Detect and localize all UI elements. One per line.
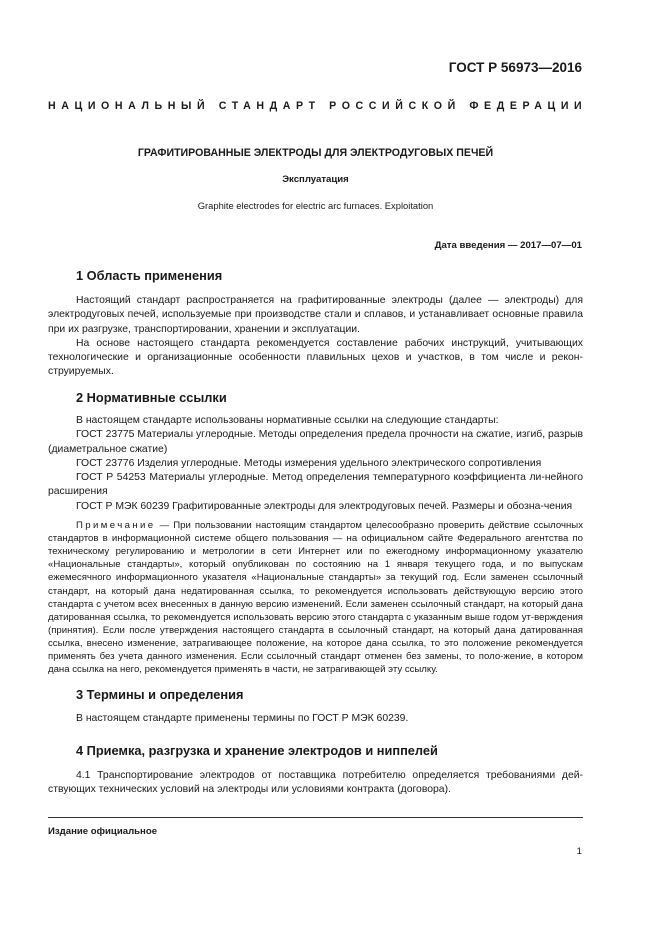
paragraph: В настоящем стандарте применены термины по ГОСТ Р МЭК 60239.: [76, 713, 409, 724]
note-label: Примечание: [76, 520, 156, 532]
standard-code: ГОСТ Р 56973—2016: [448, 60, 582, 75]
note: [48, 519, 583, 676]
document-english-title: Graphite electrodes for electric arc furnaces. Exploitation: [197, 200, 434, 211]
edition-label: Издание официальное: [48, 826, 158, 837]
section-heading: 4 Приемка, разгрузка и хранение электродов и ниппелей: [76, 743, 438, 758]
section-body: [48, 712, 583, 726]
reference-item: ГОСТ 23775 Материалы углеродные. Методы определения предела прочности на сжатие, изгиб, разрыв (диаметральное сжатие): [48, 429, 583, 455]
document-title: ГРАФИТИРОВАННЫЕ ЭЛЕКТРОДЫ ДЛЯ ЭЛЕКТРОДУГОВЫХ ПЕЧЕЙ: [137, 147, 494, 159]
section-body: [48, 294, 583, 380]
reference-item: ГОСТ Р 54253 Материалы углеродные. Метод определения температурного коэффициента ли-нейного расширения: [48, 472, 583, 498]
national-banner: НАЦИОНАЛЬНЫЙ СТАНДАРТ РОССИЙСКОЙ ФЕДЕРАЦИИ: [48, 100, 588, 112]
section-heading: 1 Область применения: [76, 268, 223, 283]
section-body: [48, 769, 583, 798]
footer-divider: [48, 817, 583, 818]
paragraph: На основе настоящего стандарта рекомендуется составление рабочих инструкций, учитывающих технологические и организационные особенности плавильных цехов и участков, в том числе и рекон-струируемых.: [48, 337, 583, 378]
reference-item: ГОСТ Р МЭК 60239 Графитированные электроды для электродуговых печей. Размеры и обозна-чения: [76, 500, 573, 512]
paragraph: 4.1 Транспортирование электродов от поставщика потребителю определяется требованиями дей-ствующих технических условий на электроды или условиями контракта (договора).: [48, 770, 583, 796]
section-heading: 3 Термины и определения: [76, 687, 244, 702]
effective-date: Дата введения — 2017—07—01: [434, 240, 582, 251]
page-number: 1: [576, 846, 582, 857]
reference-item: ГОСТ 23776 Изделия углеродные. Методы измерения удельного электрического сопротивления: [76, 457, 542, 469]
document-subtitle: Эксплуатация: [282, 174, 349, 185]
section-body: [48, 414, 583, 676]
paragraph: В настоящем стандарте использованы нормативные ссылки на следующие стандарты:: [76, 415, 499, 426]
paragraph: Настоящий стандарт распространяется на графитированные электроды (далее — электроды) для электродуговых печей, используемые при производстве стали и сплавов, и устанавливает основные правила при их разгрузке, транспортировании, хранении и эксплуатации.: [48, 295, 583, 335]
note-text: — При пользовании настоящим стандартом целесообразно проверить действие ссылочных стандартов в информационной системе общего пользования — на официальном сайте Федерального агентства по техническому регулированию и метрологии в сети Интернет или по ежегодному информационному указателю «Национальные стандарты», который опубликован по состоянию на 1 января текущего года, и по выпускам ежемесячного информационного указателя «Национальные стандарты» за текущий год. Если заменен ссылочный стандарт, на который дана недатированная ссылка, то рекомендуется использовать действующую версию этого стандарта с учетом всех внесенных в данную версию изменений. Если заменен ссылочный стандарт, на который дана датированная ссылка, то рекомендуется использовать версию этого стандарта с указанным выше годом ут-верждения (принятия). Если после утверждения настоящего стандарта в ссылочный стандарт, на который дана датированная ссылка, внесено изменение, затрагивающее положение, на которое дана ссылка, то это положение рекомендуется применять без учета данного изменения. Если ссылочный стандарт отменен без замены, то поло-жение, в котором дана ссылка на него, рекомендуется применять в части, не затрагивающей эту ссылку.: [48, 520, 583, 676]
section-heading: 2 Нормативные ссылки: [76, 390, 227, 405]
